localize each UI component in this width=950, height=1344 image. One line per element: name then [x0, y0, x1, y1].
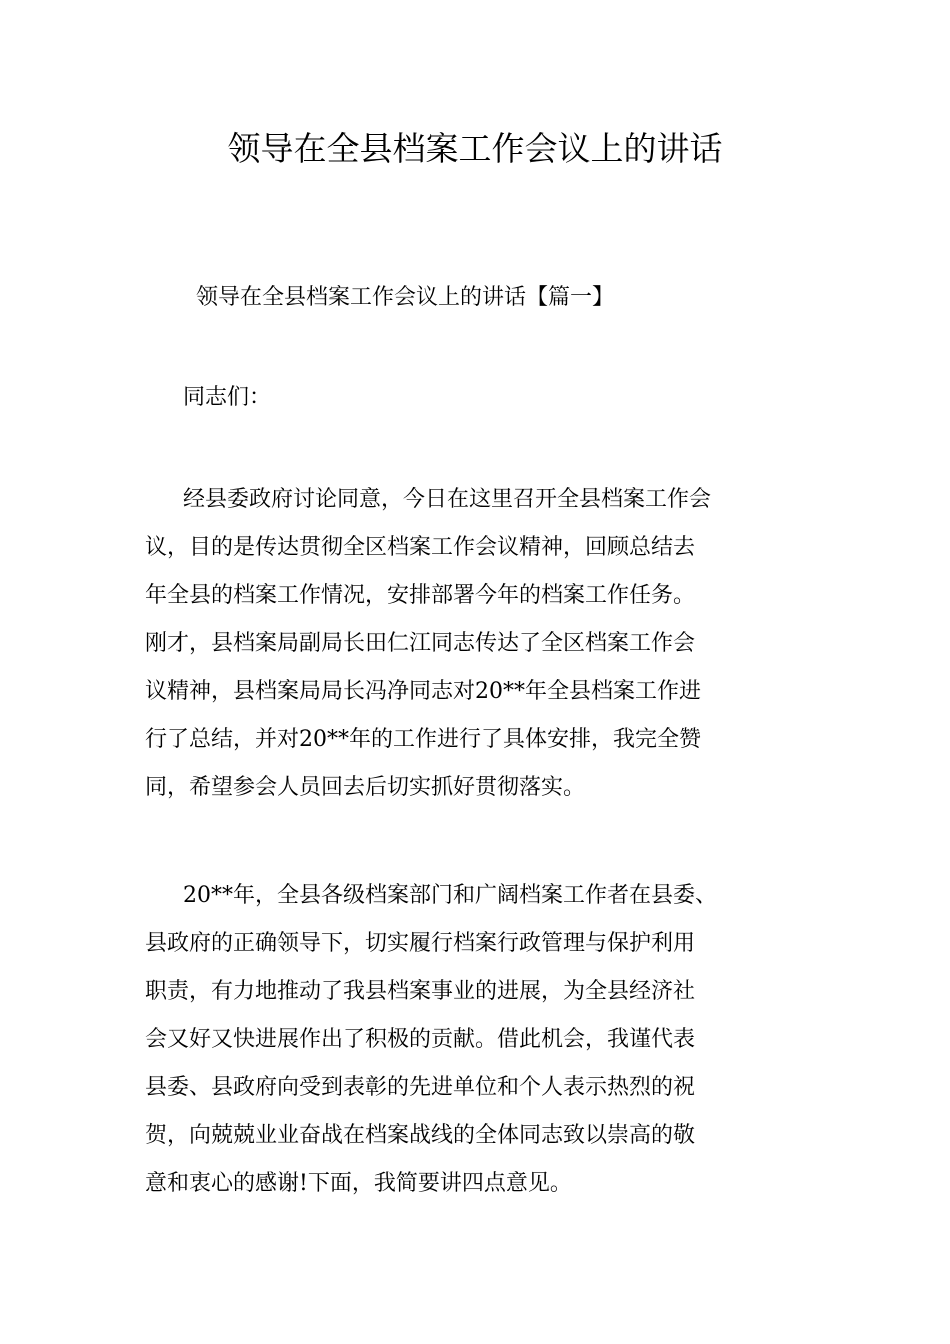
paragraph-line: 职责，有力地推动了我县档案事业的进展，为全县经济社 — [145, 979, 696, 1004]
section-heading: 领导在全县档案工作会议上的讲话【篇一】 — [196, 285, 615, 310]
paragraph-2 — [145, 872, 810, 1208]
paragraph-line: 同，希望参会人员回去后切实抓好贯彻落实。 — [145, 775, 586, 800]
paragraph-line: 年全县的档案工作情况，安排部署今年的档案工作任务。 — [145, 583, 696, 608]
salutation: 同志们： — [183, 385, 272, 410]
paragraph-line: 刚才，县档案局副局长田仁江同志传达了全区档案工作会 — [145, 631, 696, 656]
paragraph-line: 会又好又快进展作出了积极的贡献。借此机会，我谨代表 — [145, 1027, 696, 1052]
paragraph-line: 县政府的正确领导下，切实履行档案行政管理与保护利用 — [145, 931, 696, 956]
paragraph-line: 意和衷心的感谢!下面，我简要讲四点意见。 — [145, 1171, 572, 1196]
paragraph-line: 议，目的是传达贯彻全区档案工作会议精神，回顾总结去 — [145, 535, 696, 560]
document-title: 领导在全县档案工作会议上的讲话 — [227, 129, 723, 168]
paragraph-line: 议精神，县档案局局长冯净同志对20**年全县档案工作进 — [145, 679, 701, 704]
paragraph-line: 县委、县政府向受到表彰的先进单位和个人表示热烈的祝 — [145, 1075, 696, 1100]
paragraph-1 — [145, 476, 810, 812]
paragraph-line: 20**年，全县各级档案部门和广阔档案工作者在县委、 — [183, 883, 717, 908]
paragraph-line: 经县委政府讨论同意，今日在这里召开全县档案工作会 — [183, 487, 712, 512]
paragraph-line: 行了总结，并对20**年的工作进行了具体安排，我完全赞 — [145, 727, 701, 752]
paragraph-line: 贺，向兢兢业业奋战在档案战线的全体同志致以崇高的敬 — [145, 1123, 696, 1148]
